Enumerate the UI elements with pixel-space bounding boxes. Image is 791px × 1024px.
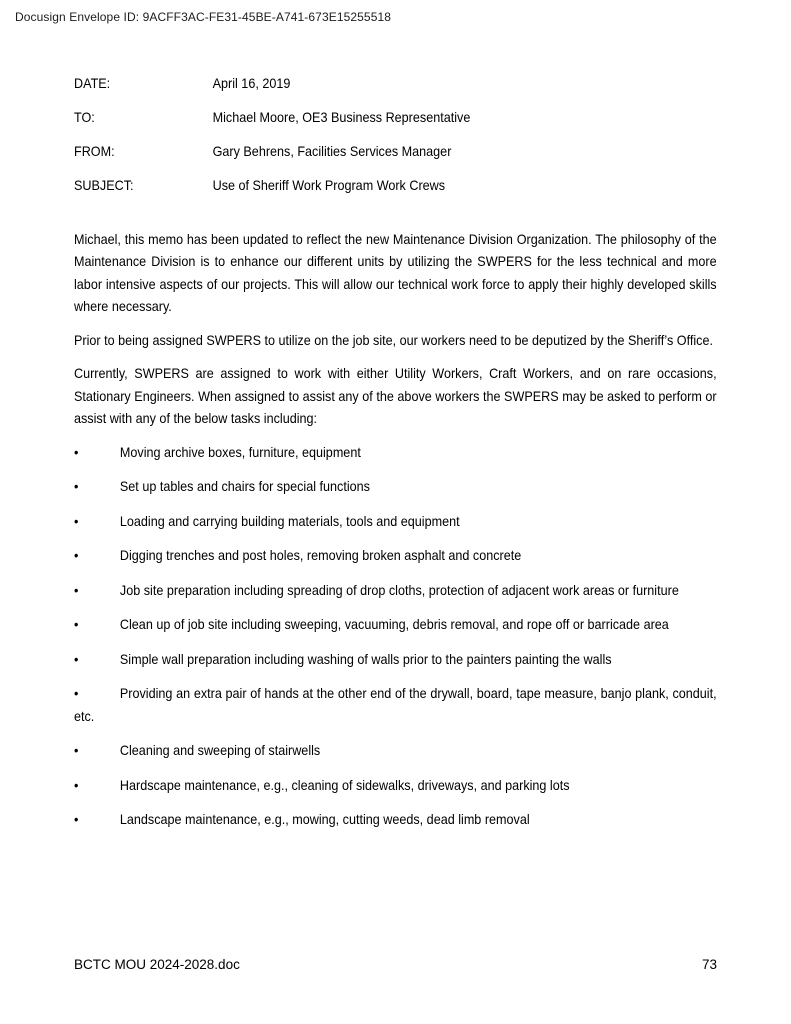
memo-field-row-subject	[74, 174, 717, 197]
bullet-item-text: Landscape maintenance, e.g., mowing, cutting weeds, dead limb removal	[119, 811, 530, 827]
memo-field-row-date	[74, 72, 717, 95]
bullet-item-text: Cleaning and sweeping of stairwells	[119, 742, 321, 758]
bullet-list-item	[74, 510, 717, 533]
memo-field-value-to: Michael Moore, OE3 Business Representative	[212, 109, 471, 125]
bullet-icon: •	[74, 616, 79, 632]
memo-paragraph-3: Currently, SWPERS are assigned to work with either Utility Workers, Craft Workers, and on rare occasions, Stationary Engineers. When assigned to assist any of the above workers the SWPERS may be asked to perform or assist with any of the below tasks including:	[74, 365, 717, 426]
memo-paragraph-2: Prior to being assigned SWPERS to utilize on the job site, our workers need to be deputized by the Sheriff’s Office.	[74, 331, 713, 348]
bullet-list-item	[74, 774, 717, 797]
bullet-item-text: Clean up of job site including sweeping, vacuuming, debris removal, and rope off or barricade area	[119, 616, 669, 632]
bullet-item-text: Digging trenches and post holes, removing broken asphalt and concrete	[119, 547, 522, 563]
bullet-list-item	[74, 579, 717, 602]
bullet-icon: •	[74, 776, 79, 793]
bullet-list-item	[74, 808, 717, 831]
memo-field-value-from: Gary Behrens, Facilities Services Manager	[212, 143, 452, 159]
footer-document-name: BCTC MOU 2024-2028.doc	[74, 957, 240, 972]
bullet-list-item	[74, 739, 717, 762]
bullet-list-item	[74, 613, 717, 636]
bullet-icon: •	[74, 512, 79, 529]
bullet-icon: •	[74, 650, 79, 667]
memo-field-label-from: FROM:	[74, 143, 115, 159]
bullet-icon: •	[74, 742, 79, 758]
memo-field-value-date: April 16, 2019	[212, 75, 291, 91]
bullet-list-item	[74, 475, 717, 498]
bullet-item-text: Simple wall preparation including washing of walls prior to the painters painting the walls	[119, 650, 612, 667]
bullet-item-text: Hardscape maintenance, e.g., cleaning of sidewalks, driveways, and parking lots	[119, 776, 570, 793]
memo-header	[74, 72, 717, 197]
bullet-item-text: Set up tables and chairs for special functions	[119, 478, 370, 494]
memo-field-label-date: DATE:	[74, 75, 111, 91]
memo-field-value-subject: Use of Sheriff Work Program Work Crews	[212, 177, 446, 193]
bullet-icon: •	[74, 478, 79, 494]
bullet-item-text: Job site preparation including spreading of drop cloths, protection of adjacent work areas or furniture	[119, 581, 679, 598]
bullet-icon: •	[74, 581, 79, 598]
memo-field-label-to: TO:	[74, 109, 95, 125]
bullet-icon: •	[74, 547, 79, 563]
bullet-item-text: Loading and carrying building materials, tools and equipment	[119, 512, 460, 529]
memo-content	[74, 72, 717, 843]
footer-page-number: 73	[701, 957, 717, 972]
bullet-list-item	[74, 441, 717, 464]
bullet-item-text: Moving archive boxes, furniture, equipment	[119, 443, 361, 460]
docusign-envelope-id: Docusign Envelope ID: 9ACFF3AC-FE31-45BE-A741-673E15255518	[15, 10, 392, 24]
bullet-icon: •	[74, 811, 79, 827]
memo-field-row-to	[74, 106, 717, 129]
bullet-list-item	[74, 648, 717, 671]
bullet-list-item	[74, 682, 717, 727]
page-footer	[74, 956, 717, 974]
task-bullet-list	[74, 441, 717, 831]
bullet-icon: •	[74, 443, 79, 460]
memo-paragraph-1: Michael, this memo has been updated to reflect the new Maintenance Division Organization. The philosophy of the Maintenance Division is to enhance our different units by utilizing the SWPERS for the less technical and more labor intensive aspects of our projects. This will allow our technical work force to apply their highly developed skills where necessary.	[74, 230, 717, 314]
bullet-list-item	[74, 544, 717, 567]
bullet-icon: •	[74, 685, 79, 701]
memo-field-label-subject: SUBJECT:	[74, 177, 134, 193]
bullet-item-text: Providing an extra pair of hands at the other end of the drywall, board, tape measure, banjo plank, conduit, etc.	[74, 685, 717, 724]
memo-field-row-from	[74, 140, 717, 163]
